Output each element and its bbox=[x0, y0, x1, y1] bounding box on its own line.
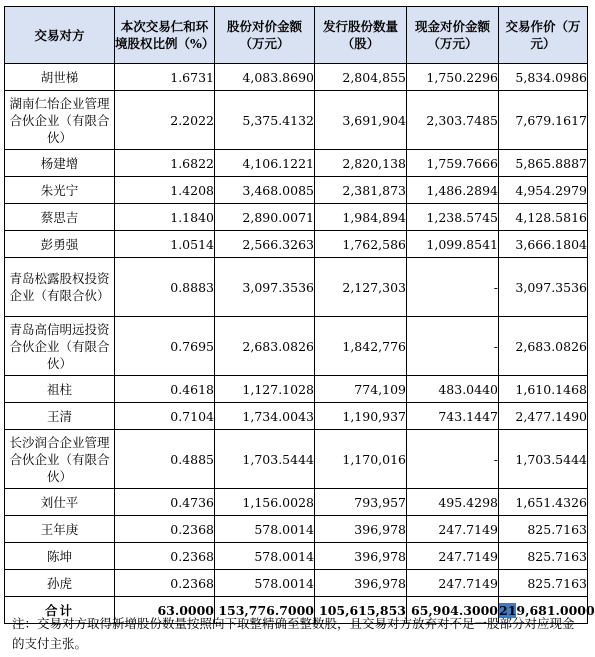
total-equity-ratio: 63.0000 bbox=[115, 597, 215, 624]
table-row bbox=[5, 376, 588, 403]
shares-issued-cell: 2,804,855 bbox=[315, 64, 407, 91]
counterparty-cell: 王清 bbox=[5, 403, 115, 430]
counterparty-cell: 湖南仁怡企业管理合伙企业（有限合伙） bbox=[5, 91, 115, 150]
header-share-consideration: 股份对价金额（万元） bbox=[215, 7, 315, 64]
transaction-price-cell: 5,834.0986 bbox=[499, 64, 588, 91]
transaction-price-cell: 5,865.8887 bbox=[499, 150, 588, 177]
transaction-table bbox=[4, 6, 595, 624]
share-consideration-cell: 1,156.0028 bbox=[215, 489, 315, 516]
header-shares-issued: 发行股份数量（股） bbox=[315, 7, 407, 64]
counterparty-cell: 祖柱 bbox=[5, 376, 115, 403]
share-consideration-cell: 2,890.0071 bbox=[215, 204, 315, 231]
counterparty-cell: 孙虎 bbox=[5, 570, 115, 597]
transaction-price-cell: 2,477.1490 bbox=[499, 403, 588, 430]
transaction-price-cell: 2,683.0826 bbox=[499, 317, 588, 376]
table-row bbox=[5, 403, 588, 430]
share-consideration-cell: 578.0014 bbox=[215, 570, 315, 597]
table-body bbox=[5, 64, 595, 624]
table-row bbox=[5, 317, 588, 376]
share-consideration-cell: 4,083.8690 bbox=[215, 64, 315, 91]
share-consideration-cell: 5,375.4132 bbox=[215, 91, 315, 150]
shares-issued-cell: 3,691,904 bbox=[315, 91, 407, 150]
equity-ratio-cell: 1.6731 bbox=[115, 64, 215, 91]
share-consideration-cell: 2,566.3263 bbox=[215, 231, 315, 258]
counterparty-cell: 朱光宁 bbox=[5, 177, 115, 204]
selection-highlight: 21 bbox=[499, 602, 517, 618]
counterparty-cell: 彭勇强 bbox=[5, 231, 115, 258]
table-row bbox=[5, 177, 588, 204]
counterparty-cell: 蔡思吉 bbox=[5, 204, 115, 231]
equity-ratio-cell: 0.2368 bbox=[115, 516, 215, 543]
cash-consideration-cell: 1,759.7666 bbox=[407, 150, 499, 177]
shares-issued-cell: 1,842,776 bbox=[315, 317, 407, 376]
transaction-price-cell: 1,651.4326 bbox=[499, 489, 588, 516]
cash-consideration-cell: 247.7149 bbox=[407, 570, 499, 597]
share-consideration-cell: 4,106.1221 bbox=[215, 150, 315, 177]
footnote: 注：交易对方取得新增股份数量按照向下取整精确至整数股，且交易对方放弃对不足一股部分对应现金的支付主张。 bbox=[12, 616, 575, 651]
equity-ratio-cell: 0.2368 bbox=[115, 543, 215, 570]
shares-issued-cell: 1,762,586 bbox=[315, 231, 407, 258]
cash-consideration-cell: - bbox=[407, 317, 499, 376]
transaction-price-cell: 825.7163 bbox=[499, 516, 588, 543]
shares-issued-cell: 2,820,138 bbox=[315, 150, 407, 177]
counterparty-cell: 胡世梯 bbox=[5, 64, 115, 91]
counterparty-cell: 王年庚 bbox=[5, 516, 115, 543]
shares-issued-cell: 1,170,016 bbox=[315, 430, 407, 489]
header-equity-ratio: 本次交易仁和环境股权比例（%） bbox=[115, 7, 215, 64]
equity-ratio-cell: 1.4208 bbox=[115, 177, 215, 204]
table-row bbox=[5, 204, 588, 231]
counterparty-cell: 长沙润合企业管理合伙企业（有限合伙） bbox=[5, 430, 115, 489]
table-row bbox=[5, 543, 588, 570]
table-row bbox=[5, 231, 588, 258]
shares-issued-cell: 2,127,303 bbox=[315, 258, 407, 317]
cash-consideration-cell: 1,750.2296 bbox=[407, 64, 499, 91]
transaction-price-cell: 3,097.3536 bbox=[499, 258, 588, 317]
equity-ratio-cell: 1.0514 bbox=[115, 231, 215, 258]
counterparty-cell: 刘仕平 bbox=[5, 489, 115, 516]
share-consideration-cell: 2,683.0826 bbox=[215, 317, 315, 376]
share-consideration-cell: 1,734.0043 bbox=[215, 403, 315, 430]
total-share-consideration: 153,776.7000 bbox=[215, 597, 315, 624]
total-label: 合计 bbox=[5, 597, 115, 624]
transaction-price-cell: 4,954.2979 bbox=[499, 177, 588, 204]
table-row bbox=[5, 430, 588, 489]
shares-issued-cell: 1,190,937 bbox=[315, 403, 407, 430]
table-row bbox=[5, 516, 588, 543]
table-row bbox=[5, 150, 588, 177]
counterparty-cell: 杨建增 bbox=[5, 150, 115, 177]
cash-consideration-cell: 495.4298 bbox=[407, 489, 499, 516]
header-counterparty: 交易对方 bbox=[5, 7, 115, 64]
header-transaction-price: 交易作价（万元） bbox=[499, 7, 588, 64]
cash-consideration-cell: 2,303.7485 bbox=[407, 91, 499, 150]
shares-issued-cell: 2,381,873 bbox=[315, 177, 407, 204]
table-row bbox=[5, 570, 588, 597]
equity-ratio-cell: 1.1840 bbox=[115, 204, 215, 231]
equity-ratio-cell: 0.4885 bbox=[115, 430, 215, 489]
equity-ratio-cell: 0.7104 bbox=[115, 403, 215, 430]
cash-consideration-cell: 247.7149 bbox=[407, 516, 499, 543]
shares-issued-cell: 1,984,894 bbox=[315, 204, 407, 231]
equity-ratio-cell: 0.8883 bbox=[115, 258, 215, 317]
equity-ratio-cell: 0.4736 bbox=[115, 489, 215, 516]
shares-issued-cell: 396,978 bbox=[315, 516, 407, 543]
counterparty-cell: 青岛松露股权投资企业（有限合伙） bbox=[5, 258, 115, 317]
table-row bbox=[5, 91, 588, 150]
share-consideration-cell: 578.0014 bbox=[215, 516, 315, 543]
share-consideration-cell: 3,468.0085 bbox=[215, 177, 315, 204]
transaction-price-cell: 825.7163 bbox=[499, 570, 588, 597]
header-cash-consideration: 现金对价金额（万元） bbox=[407, 7, 499, 64]
shares-issued-cell: 396,978 bbox=[315, 543, 407, 570]
transaction-price-cell: 3,666.1804 bbox=[499, 231, 588, 258]
transaction-price-cell: 1,610.1468 bbox=[499, 376, 588, 403]
cash-consideration-cell: 1,486.2894 bbox=[407, 177, 499, 204]
cash-consideration-cell: - bbox=[407, 430, 499, 489]
equity-ratio-cell: 0.4618 bbox=[115, 376, 215, 403]
total-cash-consideration: 65,904.3000 bbox=[407, 597, 499, 624]
counterparty-cell: 陈坤 bbox=[5, 543, 115, 570]
cash-consideration-cell: 1,238.5745 bbox=[407, 204, 499, 231]
table-row bbox=[5, 489, 588, 516]
shares-issued-cell: 774,109 bbox=[315, 376, 407, 403]
share-consideration-cell: 1,703.5444 bbox=[215, 430, 315, 489]
transaction-price-cell: 1,703.5444 bbox=[499, 430, 588, 489]
transaction-price-cell: 7,679.1617 bbox=[499, 91, 588, 150]
table-row bbox=[5, 258, 588, 317]
share-consideration-cell: 1,127.1028 bbox=[215, 376, 315, 403]
cash-consideration-cell: 1,099.8541 bbox=[407, 231, 499, 258]
cash-consideration-cell: 743.1447 bbox=[407, 403, 499, 430]
table-header-row bbox=[5, 7, 588, 64]
equity-ratio-cell: 0.2368 bbox=[115, 570, 215, 597]
share-consideration-cell: 578.0014 bbox=[215, 543, 315, 570]
equity-ratio-cell: 1.6822 bbox=[115, 150, 215, 177]
transaction-price-cell: 825.7163 bbox=[499, 543, 588, 570]
shares-issued-cell: 793,957 bbox=[315, 489, 407, 516]
share-consideration-cell: 3,097.3536 bbox=[215, 258, 315, 317]
transaction-price-cell: 4,128.5816 bbox=[499, 204, 588, 231]
cash-consideration-cell: - bbox=[407, 258, 499, 317]
equity-ratio-cell: 2.2022 bbox=[115, 91, 215, 150]
total-price-rest: 9,681.0000 bbox=[516, 602, 595, 618]
cash-consideration-cell: 247.7149 bbox=[407, 543, 499, 570]
equity-ratio-cell: 0.7695 bbox=[115, 317, 215, 376]
table-row bbox=[5, 64, 588, 91]
total-shares-issued: 105,615,853 bbox=[315, 597, 407, 624]
counterparty-cell: 青岛高信明远投资合伙企业（有限合伙） bbox=[5, 317, 115, 376]
cash-consideration-cell: 483.0440 bbox=[407, 376, 499, 403]
shares-issued-cell: 396,978 bbox=[315, 570, 407, 597]
